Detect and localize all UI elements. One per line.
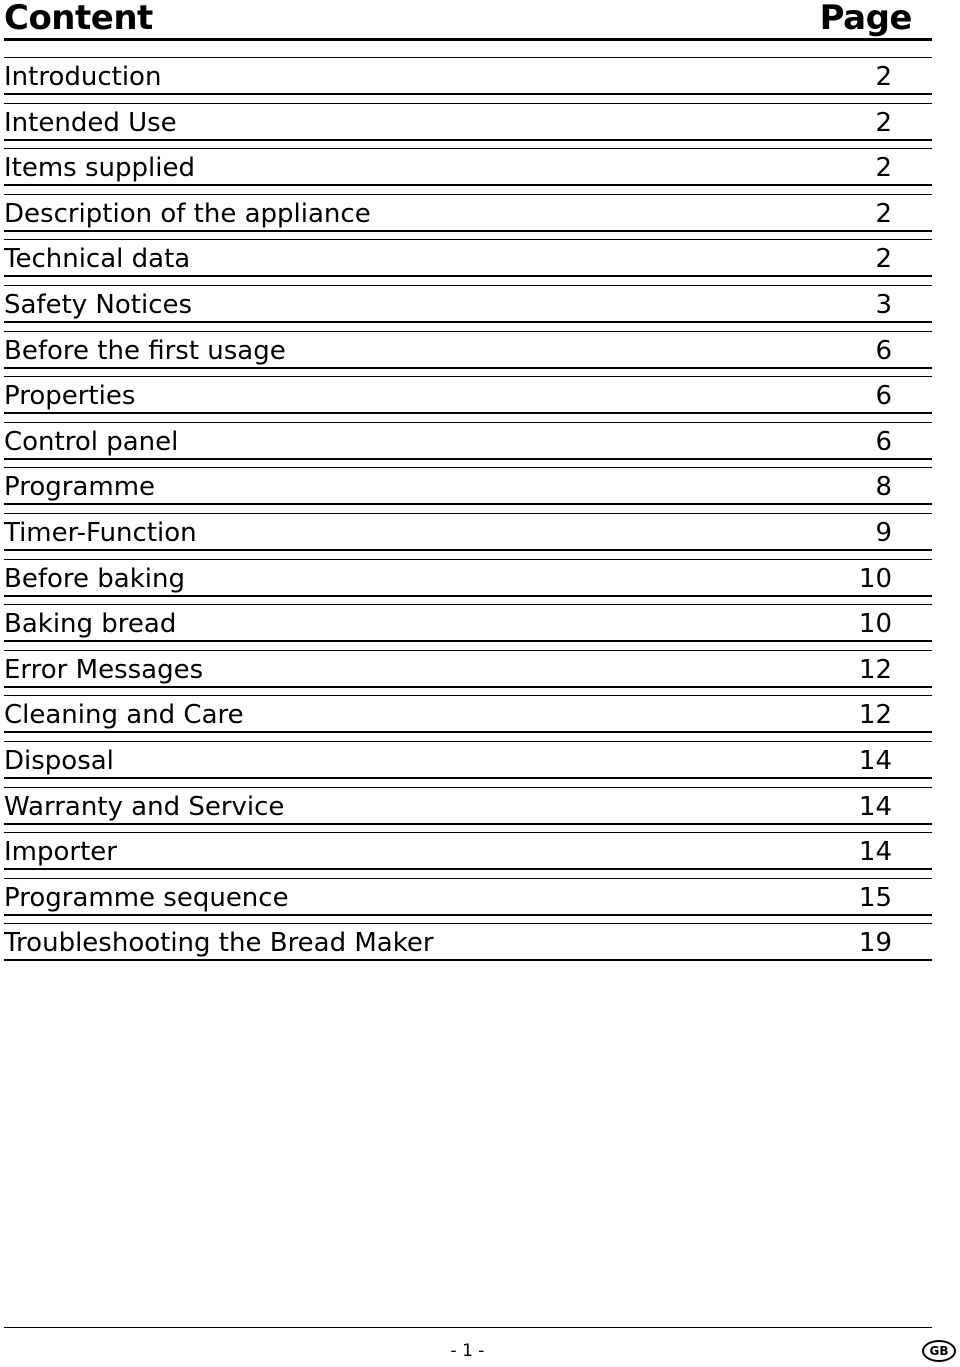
toc-entry-page: 14 (858, 745, 892, 776)
toc-entry-label: Safety Notices (4, 289, 193, 320)
toc-entry-label: Timer-Function (4, 517, 197, 548)
toc-row[interactable] (4, 239, 932, 285)
toc-entry-label: Error Messages (4, 654, 204, 685)
toc-entry-page: 6 (875, 381, 892, 412)
toc-entry-label: Intended Use (4, 107, 177, 138)
toc-entry-label: Baking bread (4, 609, 177, 640)
page-column-heading: Page (819, 0, 912, 38)
country-code-badge: GB (922, 1340, 956, 1362)
toc-row[interactable] (4, 331, 932, 377)
toc-entry-page: 6 (875, 335, 892, 366)
toc-entry-page: 15 (858, 882, 892, 913)
toc-row[interactable] (4, 467, 932, 513)
toc-row[interactable] (4, 513, 932, 559)
toc-entry-label: Items supplied (4, 153, 195, 184)
page-number: - 1 - (450, 1341, 485, 1361)
toc-entry-page: 2 (875, 62, 892, 92)
toc-row[interactable] (4, 604, 932, 650)
toc-entry-page: 12 (858, 700, 892, 731)
toc-entry-label: Warranty and Service (4, 791, 285, 822)
toc-entry-label: Before baking (4, 563, 185, 594)
toc-entry-page: 2 (875, 153, 892, 184)
toc-entry-label: Importer (4, 837, 117, 868)
toc-entry-page: 14 (858, 837, 892, 868)
toc-entry-page: 14 (858, 791, 892, 822)
toc-entry-page: 2 (875, 107, 892, 138)
toc-entry-label: Programme sequence (4, 882, 289, 913)
toc-row[interactable] (4, 878, 932, 924)
page-title: Content (4, 0, 153, 38)
toc-entry-label: Troubleshooting the Bread Maker (4, 928, 434, 959)
toc-row[interactable] (4, 194, 932, 240)
toc-row[interactable] (4, 103, 932, 149)
toc-entry-page: 3 (875, 289, 892, 320)
toc-entry-label: Disposal (4, 745, 114, 776)
toc-row[interactable] (4, 832, 932, 878)
toc-entry-label: Control panel (4, 426, 179, 457)
table-of-contents (4, 57, 932, 969)
toc-row[interactable] (4, 787, 932, 833)
toc-row[interactable] (4, 923, 932, 969)
toc-row[interactable] (4, 741, 932, 787)
toc-entry-page: 2 (875, 244, 892, 275)
toc-entry-label: Properties (4, 381, 136, 412)
toc-entry-page: 12 (858, 654, 892, 685)
toc-row[interactable] (4, 376, 932, 422)
toc-header (4, 0, 932, 41)
toc-row[interactable] (4, 422, 932, 468)
toc-row[interactable] (4, 695, 932, 741)
toc-row[interactable] (4, 285, 932, 331)
toc-entry-page: 10 (858, 563, 892, 594)
toc-row[interactable] (4, 559, 932, 605)
toc-row[interactable] (4, 148, 932, 194)
toc-entry-page: 10 (858, 609, 892, 640)
toc-entry-page: 2 (875, 198, 892, 229)
toc-entry-page: 19 (858, 928, 892, 959)
toc-entry-page: 6 (875, 426, 892, 457)
toc-entry-page: 8 (875, 472, 892, 503)
toc-entry-label: Before the first usage (4, 335, 286, 366)
toc-entry-page: 9 (875, 517, 892, 548)
toc-entry-label: Description of the appliance (4, 198, 371, 229)
toc-entry-label: Technical data (4, 244, 191, 275)
footer-divider (4, 1327, 932, 1328)
toc-entry-label: Introduction (4, 62, 162, 92)
toc-row[interactable] (4, 57, 932, 103)
toc-entry-label: Cleaning and Care (4, 700, 244, 731)
toc-row[interactable] (4, 650, 932, 696)
toc-entry-label: Programme (4, 472, 156, 503)
